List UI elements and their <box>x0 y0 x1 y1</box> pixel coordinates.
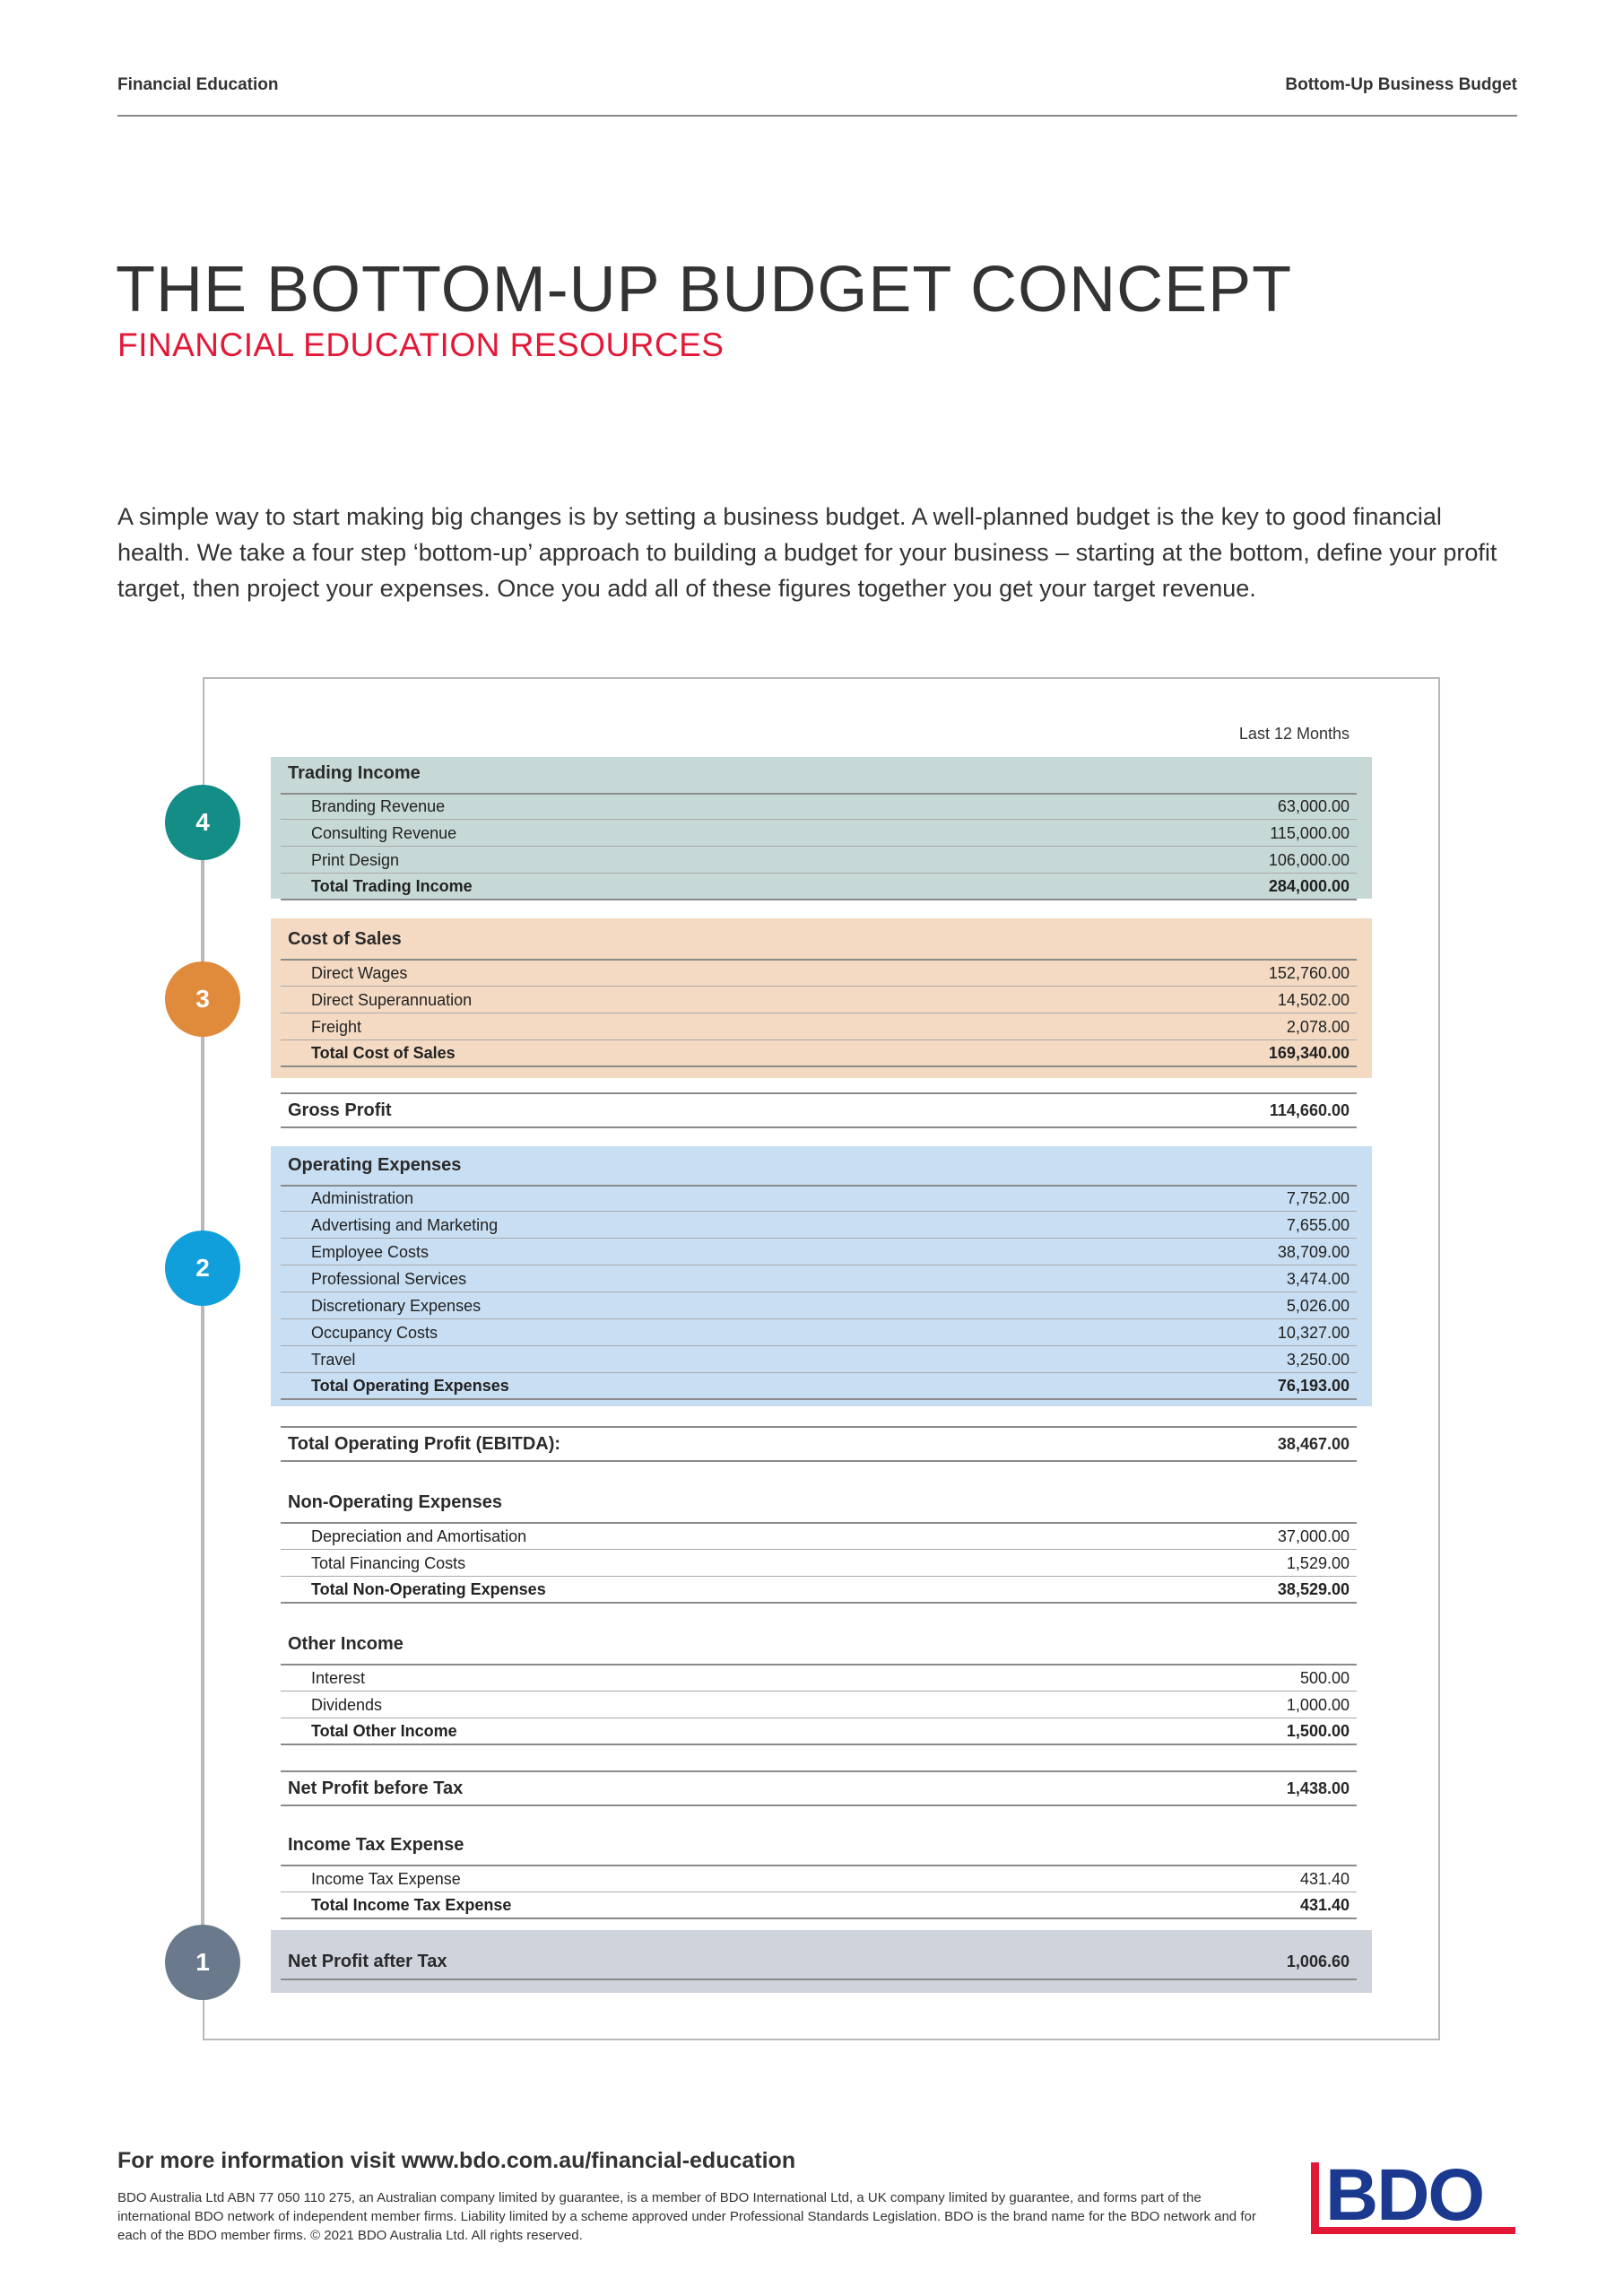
total-row-operating-expenses: Total Operating Expenses 76,193.00 <box>281 1374 1357 1400</box>
total-row-non-operating-expenses: Total Non-Operating Expenses 38,529.00 <box>281 1578 1357 1604</box>
total-row-cost-of-sales: Total Cost of Sales 169,340.00 <box>281 1041 1357 1067</box>
table-row: Consulting Revenue 115,000.00 <box>281 821 1357 847</box>
section-title-cost-of-sales: Cost of Sales <box>281 929 1357 961</box>
table-row: Discretionary Expenses 5,026.00 <box>281 1293 1357 1319</box>
column-header: Last 12 Months <box>1238 725 1350 743</box>
header-divider <box>117 115 1517 117</box>
footer-link-text: For more information visit www.bdo.com.au/financial-education <box>117 2148 796 2173</box>
table-row: Advertising and Marketing 7,655.00 <box>281 1213 1357 1239</box>
table-row: Depreciation and Amortisation 37,000.00 <box>281 1524 1357 1550</box>
table-row: Interest 500.00 <box>281 1665 1357 1692</box>
table-row: Dividends 1,000.00 <box>281 1692 1357 1718</box>
summary-row-net-profit-before-tax: Net Profit before Tax 1,438.00 <box>281 1770 1357 1806</box>
table-row: Professional Services 3,474.00 <box>281 1266 1357 1292</box>
step-badge-1: 1 <box>165 1925 240 2000</box>
table-row: Direct Superannuation 14,502.00 <box>281 987 1357 1013</box>
total-row-income-tax-expense: Total Income Tax Expense 431.40 <box>281 1893 1357 1919</box>
table-row: Employee Costs 38,709.00 <box>281 1239 1357 1265</box>
total-row-trading-income: Total Trading Income 284,000.00 <box>281 874 1357 900</box>
step-badge-4: 4 <box>165 785 240 860</box>
section-title-other-income: Other Income <box>281 1634 1357 1665</box>
logo-wordmark: BDO <box>1325 2157 1484 2236</box>
page-title: THE BOTTOM-UP BUDGET CONCEPT <box>116 254 1293 326</box>
step-badge-3: 3 <box>165 961 240 1037</box>
header-left: Financial Education <box>117 75 279 94</box>
summary-row-gross-profit: Gross Profit 114,660.00 <box>281 1092 1357 1128</box>
step-badge-2: 2 <box>165 1231 240 1306</box>
table-row: Travel 3,250.00 <box>281 1347 1357 1373</box>
table-row: Direct Wages 152,760.00 <box>281 961 1357 987</box>
section-title-operating-expenses: Operating Expenses <box>281 1155 1357 1187</box>
table-row: Print Design 106,000.00 <box>281 848 1357 874</box>
bdo-logo <box>1309 2157 1519 2241</box>
page-subtitle: FINANCIAL EDUCATION RESOURCES <box>117 326 725 363</box>
table-row: Freight 2,078.00 <box>281 1014 1357 1040</box>
section-title-income-tax-expense: Income Tax Expense <box>281 1835 1357 1866</box>
table-row: Income Tax Expense 431.40 <box>281 1866 1357 1892</box>
summary-row-ebitda: Total Operating Profit (EBITDA): 38,467.00 <box>281 1426 1357 1462</box>
table-row: Branding Revenue 63,000.00 <box>281 794 1357 820</box>
section-title-trading-income: Trading Income <box>281 763 1357 795</box>
intro-paragraph: A simple way to start making big changes is by setting a business budget. A well-planned budget is the key to good financial health. We take a four step ‘bottom-up’ approach to building a budget for your business – starting at the bottom, define your profit target, then project your expenses. Once you add all of these figures together you get your target revenue. <box>117 503 1497 602</box>
table-row: Total Financing Costs 1,529.00 <box>281 1551 1357 1577</box>
summary-row-net-profit-after-tax: Net Profit after Tax 1,006.60 <box>281 1944 1357 1980</box>
footer-legal-text: BDO Australia Ltd ABN 77 050 110 275, an Australian company limited by guarantee, is a member of BDO International Ltd, a UK company limited by guarantee, and forms part of the international BDO network of independent member firms. Liability limited by a scheme approved under Professional Standards Legislation. BDO is the brand name for the BDO network and for each of the BDO member firms. © 2021 BDO Australia Ltd. All rights reserved. <box>117 2190 1256 2243</box>
header-right: Bottom-Up Business Budget <box>1285 75 1517 94</box>
table-row: Occupancy Costs 10,327.00 <box>281 1320 1357 1346</box>
section-title-non-operating-expenses: Non-Operating Expenses <box>281 1492 1357 1524</box>
total-row-other-income: Total Other Income 1,500.00 <box>281 1719 1357 1745</box>
logo-accent-bar <box>1311 2162 1319 2234</box>
table-row: Administration 7,752.00 <box>281 1186 1357 1212</box>
